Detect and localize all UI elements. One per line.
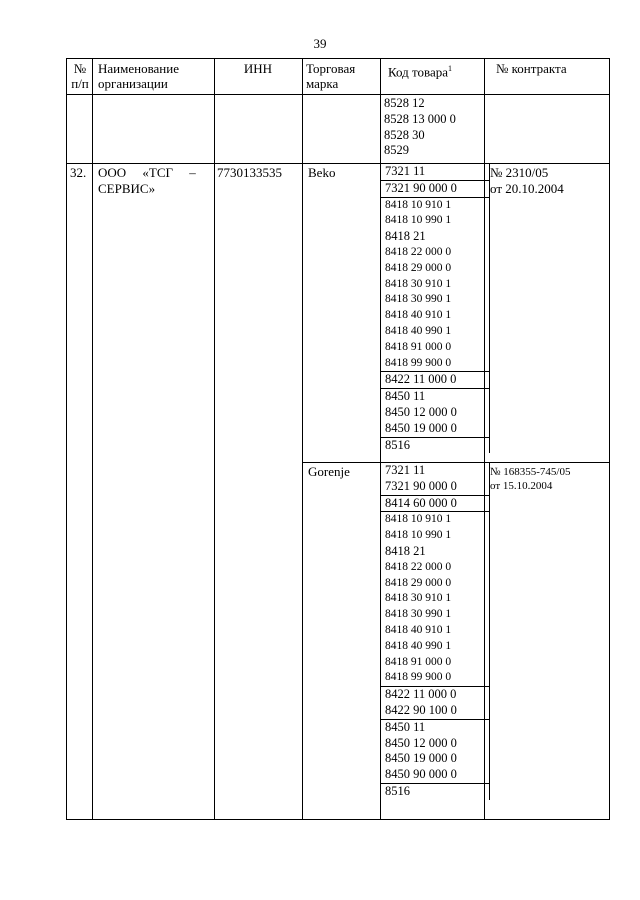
code-entry: 8450 90 000 0 [385, 767, 457, 782]
code-group [380, 687, 490, 720]
code-entry: 8516 [385, 437, 410, 452]
table-left-border [66, 58, 67, 820]
code-entry: 8418 30 910 1 [385, 592, 452, 605]
code-group [380, 198, 490, 373]
continuation-code-list [384, 96, 456, 159]
header-code-label: Код товара [388, 64, 449, 80]
code-entry: 8418 99 900 0 [385, 671, 452, 684]
code-entry: 8418 10 990 1 [385, 214, 452, 227]
code-entry: 8516 [385, 783, 410, 798]
code-entry: 8418 30 990 1 [385, 293, 452, 306]
code-group [380, 164, 490, 181]
code-entry: 8418 40 990 1 [385, 639, 452, 652]
code-entry: 8418 22 000 0 [385, 560, 452, 573]
code-entry: 8450 19 000 0 [385, 420, 457, 435]
products-table [66, 58, 610, 820]
code-entry: 7321 90 000 0 [385, 478, 457, 493]
code-entry: 7321 90 000 0 [385, 180, 457, 195]
code-group [380, 463, 490, 496]
code-entry: 8418 30 910 1 [385, 277, 452, 290]
code-entry: 8450 12 000 0 [385, 735, 457, 750]
code-entry: 8418 29 000 0 [385, 576, 452, 589]
code-entry: 8418 40 910 1 [385, 309, 452, 322]
code-group [380, 720, 490, 784]
code-entry: 8418 21 [385, 543, 426, 558]
header-inn: ИНН [243, 61, 273, 76]
contract-gorenje-number: № 168355-745/05 [490, 466, 571, 478]
code-group [380, 372, 490, 389]
table-right-border [609, 58, 610, 820]
code-entry: 7321 11 [385, 164, 426, 178]
row-number: 32. [70, 165, 87, 180]
code-entry: 8418 91 000 0 [385, 655, 452, 668]
code-group [380, 512, 490, 687]
code-entry: 8450 12 000 0 [385, 404, 457, 419]
code-entry: 8422 11 000 0 [385, 372, 457, 387]
code-entry: 8422 90 100 0 [385, 702, 457, 717]
brand-name-beko: Beko [308, 165, 336, 180]
code-entry: 8418 29 000 0 [385, 261, 452, 274]
code-entry: 8418 10 910 1 [385, 513, 452, 526]
header-bottom-border [66, 94, 610, 95]
code-entry: 8418 10 910 1 [385, 198, 452, 211]
contract-beko-date: от 20.10.2004 [490, 181, 564, 196]
col-divider-org [214, 58, 215, 820]
code-entry: 8450 11 [385, 389, 426, 404]
code-group [380, 784, 490, 800]
brand-name-gorenje: Gorenje [308, 464, 350, 479]
code-group [380, 389, 490, 437]
code-group [380, 438, 490, 454]
gorenje-code-list [384, 463, 484, 800]
org-name-line1: ООО «ТСГ – [98, 165, 196, 180]
code-entry: 8418 10 990 1 [385, 529, 452, 542]
contract-gorenje-date: от 15.10.2004 [490, 480, 553, 492]
code-entry: 8450 11 [385, 719, 426, 734]
header-num: № п/п [71, 61, 89, 91]
header-code [388, 61, 452, 79]
header-code-footnote: 1 [448, 64, 453, 73]
code-entry: 8528 12 [384, 96, 425, 110]
code-entry: 8418 30 990 1 [385, 608, 452, 621]
code-entry: 8528 30 [384, 127, 425, 142]
table-bottom-border [66, 819, 610, 820]
code-entry: 8529 [384, 143, 409, 158]
header-org: Наименование организации [98, 61, 179, 91]
org-name-line2: СЕРВИС» [98, 181, 156, 196]
code-entry: 8418 40 910 1 [385, 623, 452, 636]
code-group [380, 496, 490, 513]
header-contract: № контракта [496, 61, 567, 76]
code-entry: 8414 60 000 0 [385, 495, 457, 510]
code-entry: 8418 40 990 1 [385, 324, 452, 337]
col-divider-inn [302, 58, 303, 820]
code-entry: 8418 91 000 0 [385, 340, 452, 353]
code-group [380, 181, 490, 198]
header-brand: Торговая марка [306, 61, 356, 91]
code-entry: 7321 11 [385, 463, 426, 477]
code-entry: 8418 99 900 0 [385, 356, 452, 369]
table-top-border [66, 58, 610, 59]
code-entry: 8418 22 000 0 [385, 245, 452, 258]
code-entry: 8418 21 [385, 229, 426, 244]
inn-value: 7730133535 [217, 165, 282, 180]
continuation-row-border [66, 163, 610, 164]
contract-beko-number: № 2310/05 [490, 165, 549, 180]
code-entry: 8422 11 000 0 [385, 687, 457, 702]
code-entry: 8528 13 000 0 [384, 111, 456, 126]
code-entry: 8450 19 000 0 [385, 751, 457, 766]
beko-code-list [384, 164, 484, 453]
page-number: 39 [313, 36, 327, 51]
col-divider-num [92, 58, 93, 820]
